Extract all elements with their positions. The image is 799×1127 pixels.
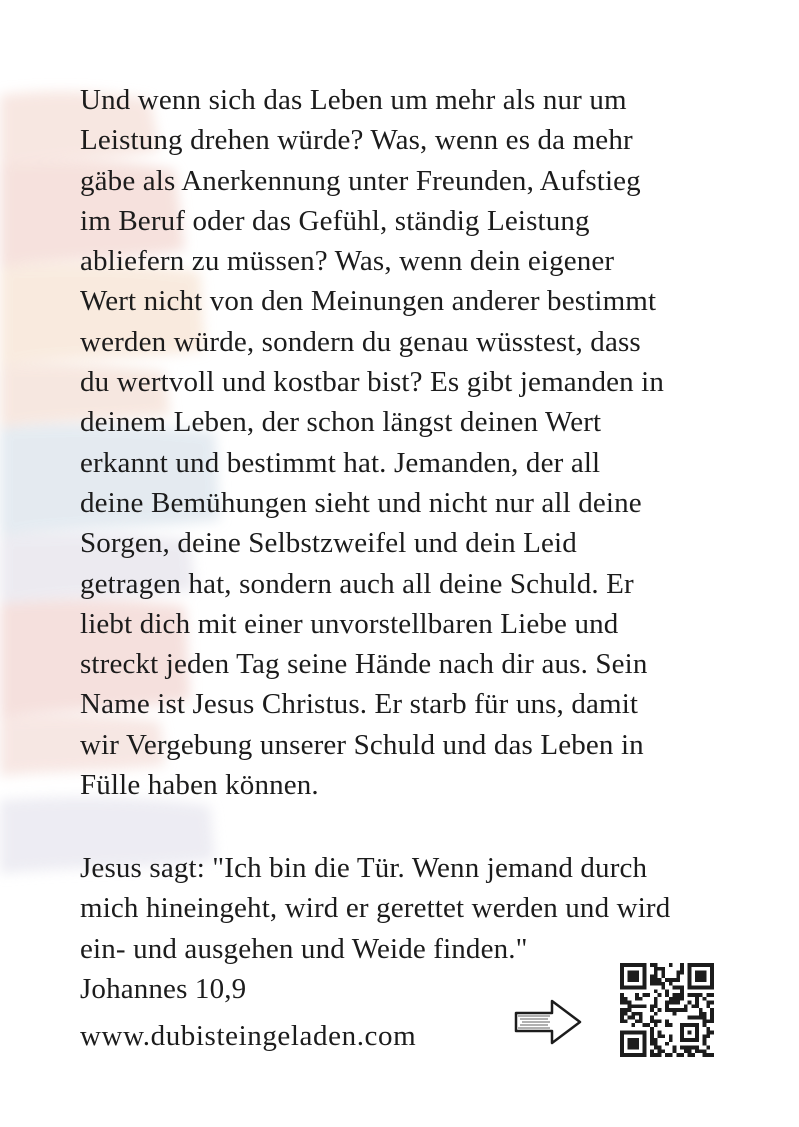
body-line: gäbe als Anerkennung unter Freunden, Aufstieg xyxy=(80,164,641,197)
body-line: deine Bemühungen sieht und nicht nur all deine xyxy=(80,486,642,519)
main-content xyxy=(80,80,760,1005)
body-line: wir Vergebung unserer Schuld und das Leben in xyxy=(80,728,644,761)
body-line: Und wenn sich das Leben um mehr als nur um xyxy=(80,84,627,116)
body-line: streckt jeden Tag seine Hände nach dir aus. Sein xyxy=(80,648,648,681)
quote-line: Jesus sagt: "Ich bin die Tür. Wenn jemand durch xyxy=(80,852,648,884)
body-line: abliefern zu müssen? Was, wenn dein eigener xyxy=(80,245,615,278)
body-paragraph xyxy=(80,80,760,805)
body-line: erkannt und bestimmt hat. Jemanden, der all xyxy=(80,446,601,479)
body-line: Name ist Jesus Christus. Er starb für uns, damit xyxy=(80,688,639,721)
body-line: Sorgen, deine Selbstzweifel und dein Leid xyxy=(80,527,577,560)
body-line: Wert nicht von den Meinungen anderer bestimmt xyxy=(80,285,657,318)
bible-quote xyxy=(80,848,670,1009)
body-line: werden würde, sondern du genau wüsstest, dass xyxy=(80,325,641,358)
qr-code-icon[interactable] xyxy=(620,963,714,1057)
quote-line: ein- und ausgehen und Weide finden." xyxy=(80,932,528,965)
body-line: du wertvoll und kostbar bist? Es gibt jemanden in xyxy=(80,366,665,399)
bible-reference: Johannes 10,9 xyxy=(80,972,247,1005)
body-line: Leistung drehen würde? Was, wenn es da mehr xyxy=(80,124,633,157)
body-line: im Beruf oder das Gefühl, ständig Leistung xyxy=(80,204,590,237)
website-link[interactable]: www.dubisteingeladen.com xyxy=(80,1020,417,1052)
quote-line: mich hineingeht, wird er gerettet werden und wird xyxy=(80,892,671,925)
body-line: Fülle haben können. xyxy=(80,769,319,802)
right-arrow-icon xyxy=(512,996,584,1048)
body-line: getragen hat, sondern auch all deine Schuld. Er xyxy=(80,567,634,600)
body-line: liebt dich mit einer unvorstellbaren Liebe und xyxy=(80,607,619,640)
body-line: deinem Leben, der schon längst deinen Wert xyxy=(80,406,602,439)
